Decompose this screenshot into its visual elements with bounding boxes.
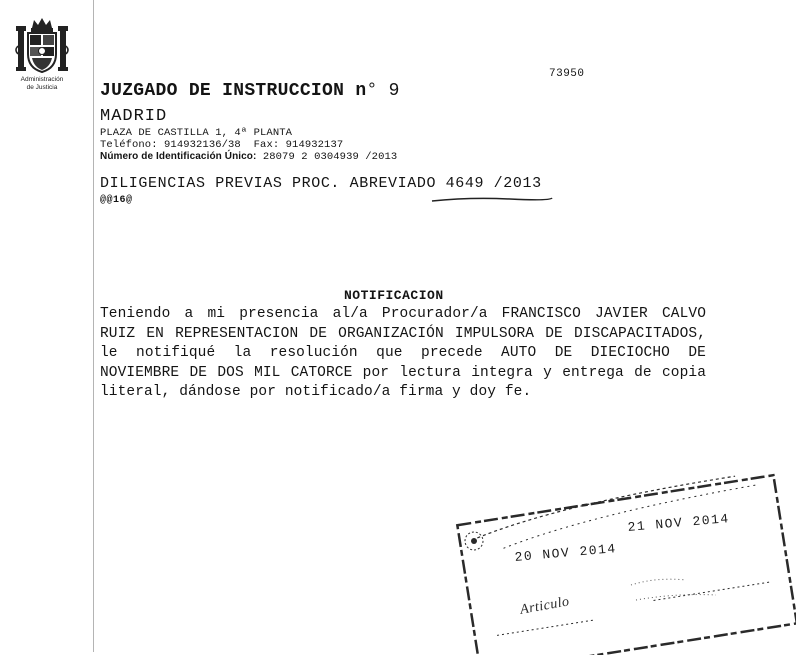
fax-number: 914932137 [285, 139, 344, 151]
crown-shield-icon [14, 16, 70, 76]
handwritten-underline [430, 196, 554, 204]
court-title-text: JUZGADO DE INSTRUCCION n [100, 81, 367, 101]
nig-label: Número de Identificación Único: [100, 151, 257, 162]
emblem-caption-line2: de Justicia [26, 84, 58, 91]
phone-label: Teléfono: [100, 139, 158, 151]
stamp-received-date: 20 NOV 2014 [514, 541, 618, 565]
nig-value: 28079 2 0304939 /2013 [262, 151, 398, 163]
case-reference [100, 175, 542, 192]
emblem-caption-line1: Administración [20, 76, 64, 83]
coat-of-arms-logo [14, 16, 70, 108]
margin-rule [93, 0, 94, 652]
nig-line [100, 151, 397, 163]
case-number: 4649 /2013 [445, 175, 542, 192]
stamp-article-label: Articulo [519, 594, 571, 618]
court-reception-stamp [446, 455, 796, 655]
case-label: DILIGENCIAS PREVIAS PROC. ABREVIADO [100, 175, 437, 192]
stamp-frame-icon [446, 455, 796, 655]
court-number: 9 [388, 81, 400, 101]
court-title [100, 81, 400, 101]
phone-number: 914932136/38 [164, 139, 241, 151]
court-contact-line [100, 139, 343, 151]
case-code: @@16@ [100, 195, 133, 206]
notification-body: Teniendo a mi presencia al/a Procurador/a FRANCISCO JAVIER CALVO RUIZ EN REPRESENTACION DE ORGANIZACIÓN IMPULSORA DE DISCAPACITADOS, le notifiqué la resolución que precede AUTO DE DIECIOCHO DE NOVIEMBRE DE DOS MIL CATORCE por lectura integra y entrega de copia literal, dándose por notificado/a firma y doy fe. [100, 306, 706, 400]
court-address: PLAZA DE CASTILLA 1, 4ª PLANTA [100, 127, 293, 139]
document-number: 73950 [549, 68, 585, 80]
fax-label: Fax: [253, 139, 280, 151]
court-ordinal-mark: ° [366, 81, 378, 101]
court-city: MADRID [100, 107, 168, 126]
notification-title: NOTIFICACION [344, 288, 444, 303]
stamp-notified-date: 21 NOV 2014 [627, 511, 731, 535]
